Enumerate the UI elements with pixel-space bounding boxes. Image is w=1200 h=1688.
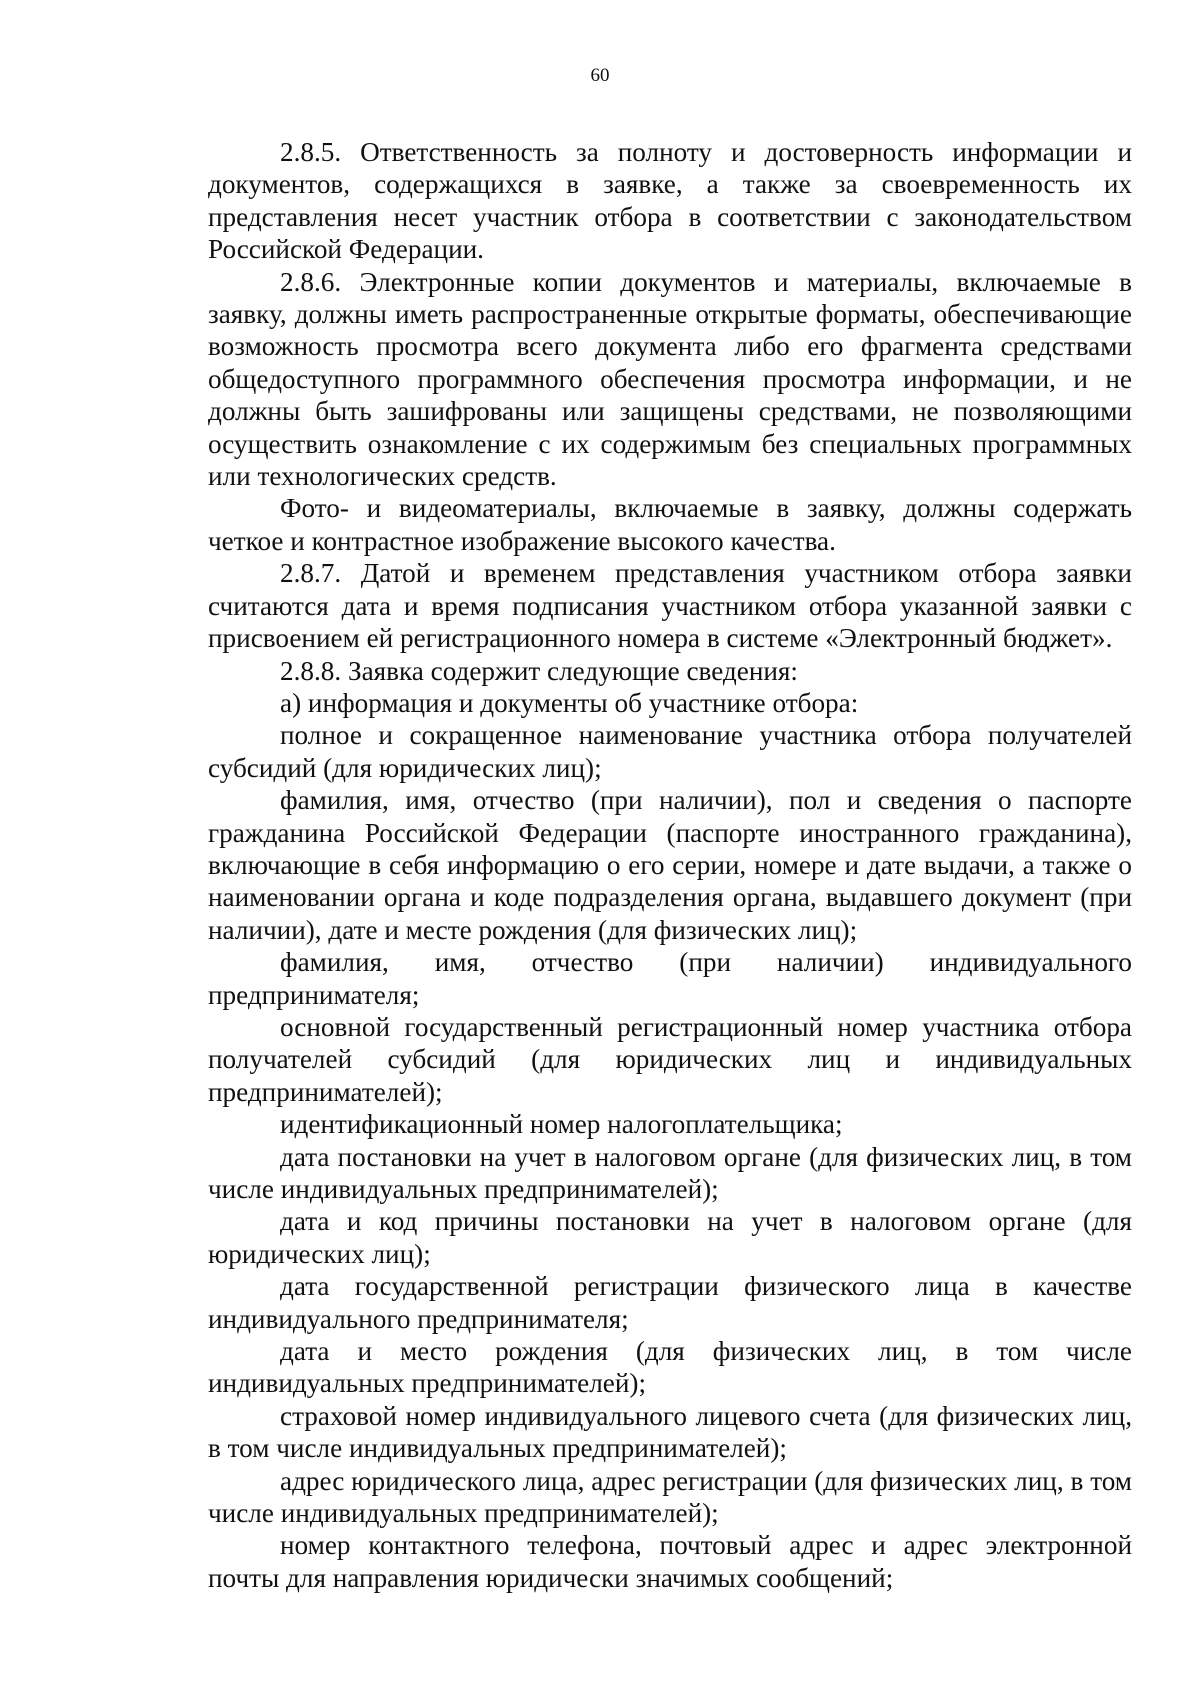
list-item: дата и место рождения (для физических лиц, в том числе индивидуальных предпринимателей); (208, 1336, 1132, 1399)
list-item: номер контактного телефона, почтовый адрес и адрес электронной почты для направления юридически значимых сообщений; (208, 1530, 1132, 1593)
list-item: страховой номер индивидуального лицевого счета (для физических лиц, в том числе индивидуальных предпринимателей); (208, 1400, 1132, 1464)
paragraph-2-8-5: 2.8.5. Ответственность за полноту и достоверность информации и документов, содержащихся в заявке, а также за своевременность их представления несет участник отбора в соответствии с законодательством Российской Федерации. (208, 137, 1132, 265)
document-body (208, 136, 1132, 1594)
list-item: идентификационный номер налогоплательщика; (280, 1109, 843, 1140)
list-item: фамилия, имя, отчество (при наличии), пол и сведения о паспорте гражданина Российской Федерации (паспорте иностранного гражданина), включающие в себя информацию о его серии, номере и дате выдачи, а также о наименовании органа и коде подразделения органа, выдавшего документ (при наличии), дате и месте рождения (для физических лиц); (208, 785, 1132, 945)
list-item: дата постановки на учет в налоговом органе (для физических лиц, в том числе индивидуальных предпринимателей); (208, 1141, 1132, 1204)
paragraph-2-8-8: 2.8.8. Заявка содержит следующие сведения: (280, 655, 798, 686)
list-item: дата государственной регистрации физического лица в качестве индивидуального предпринимателя; (208, 1271, 1132, 1334)
list-item: фамилия, имя, отчество (при наличии) индивидуального предпринимателя; (208, 947, 1132, 1010)
list-item: основной государственный регистрационный номер участника отбора получателей субсидий (для юридических лиц и индивидуальных предпринимателей); (208, 1011, 1132, 1107)
page-number: 60 (590, 65, 610, 86)
list-item: адрес юридического лица, адрес регистрации (для физических лиц, в том числе индивидуальных предпринимателей); (208, 1465, 1132, 1529)
paragraph-photo-video: Фото- и видеоматериалы, включаемые в заявку, должны содержать четкое и контрастное изображение высокого качества. (208, 493, 1132, 556)
list-item: полное и сокращенное наименование участника отбора получателей субсидий (для юридических лиц); (208, 720, 1132, 783)
list-item: дата и код причины постановки на учет в налоговом органе (для юридических лиц); (208, 1206, 1132, 1269)
paragraph-2-8-7: 2.8.7. Датой и временем представления участником отбора заявки считаются дата и время подписания участником отбора указанной заявки с присвоением ей регистрационного номера в системе «Электронный бюджет». (208, 558, 1132, 654)
list-heading-a: а) информация и документы об участнике отбора: (280, 687, 859, 718)
paragraph-2-8-6: 2.8.6. Электронные копии документов и материалы, включаемые в заявку, должны иметь распространенные открытые форматы, обеспечивающие возможность просмотра всего документа либо его фрагмента средствами общедоступного программного обеспечения просмотра информации, и не должны быть зашифрованы или защищены средствами, не позволяющими осуществить ознакомление с их содержимым без специальных программных или технологических средств. (208, 266, 1132, 492)
